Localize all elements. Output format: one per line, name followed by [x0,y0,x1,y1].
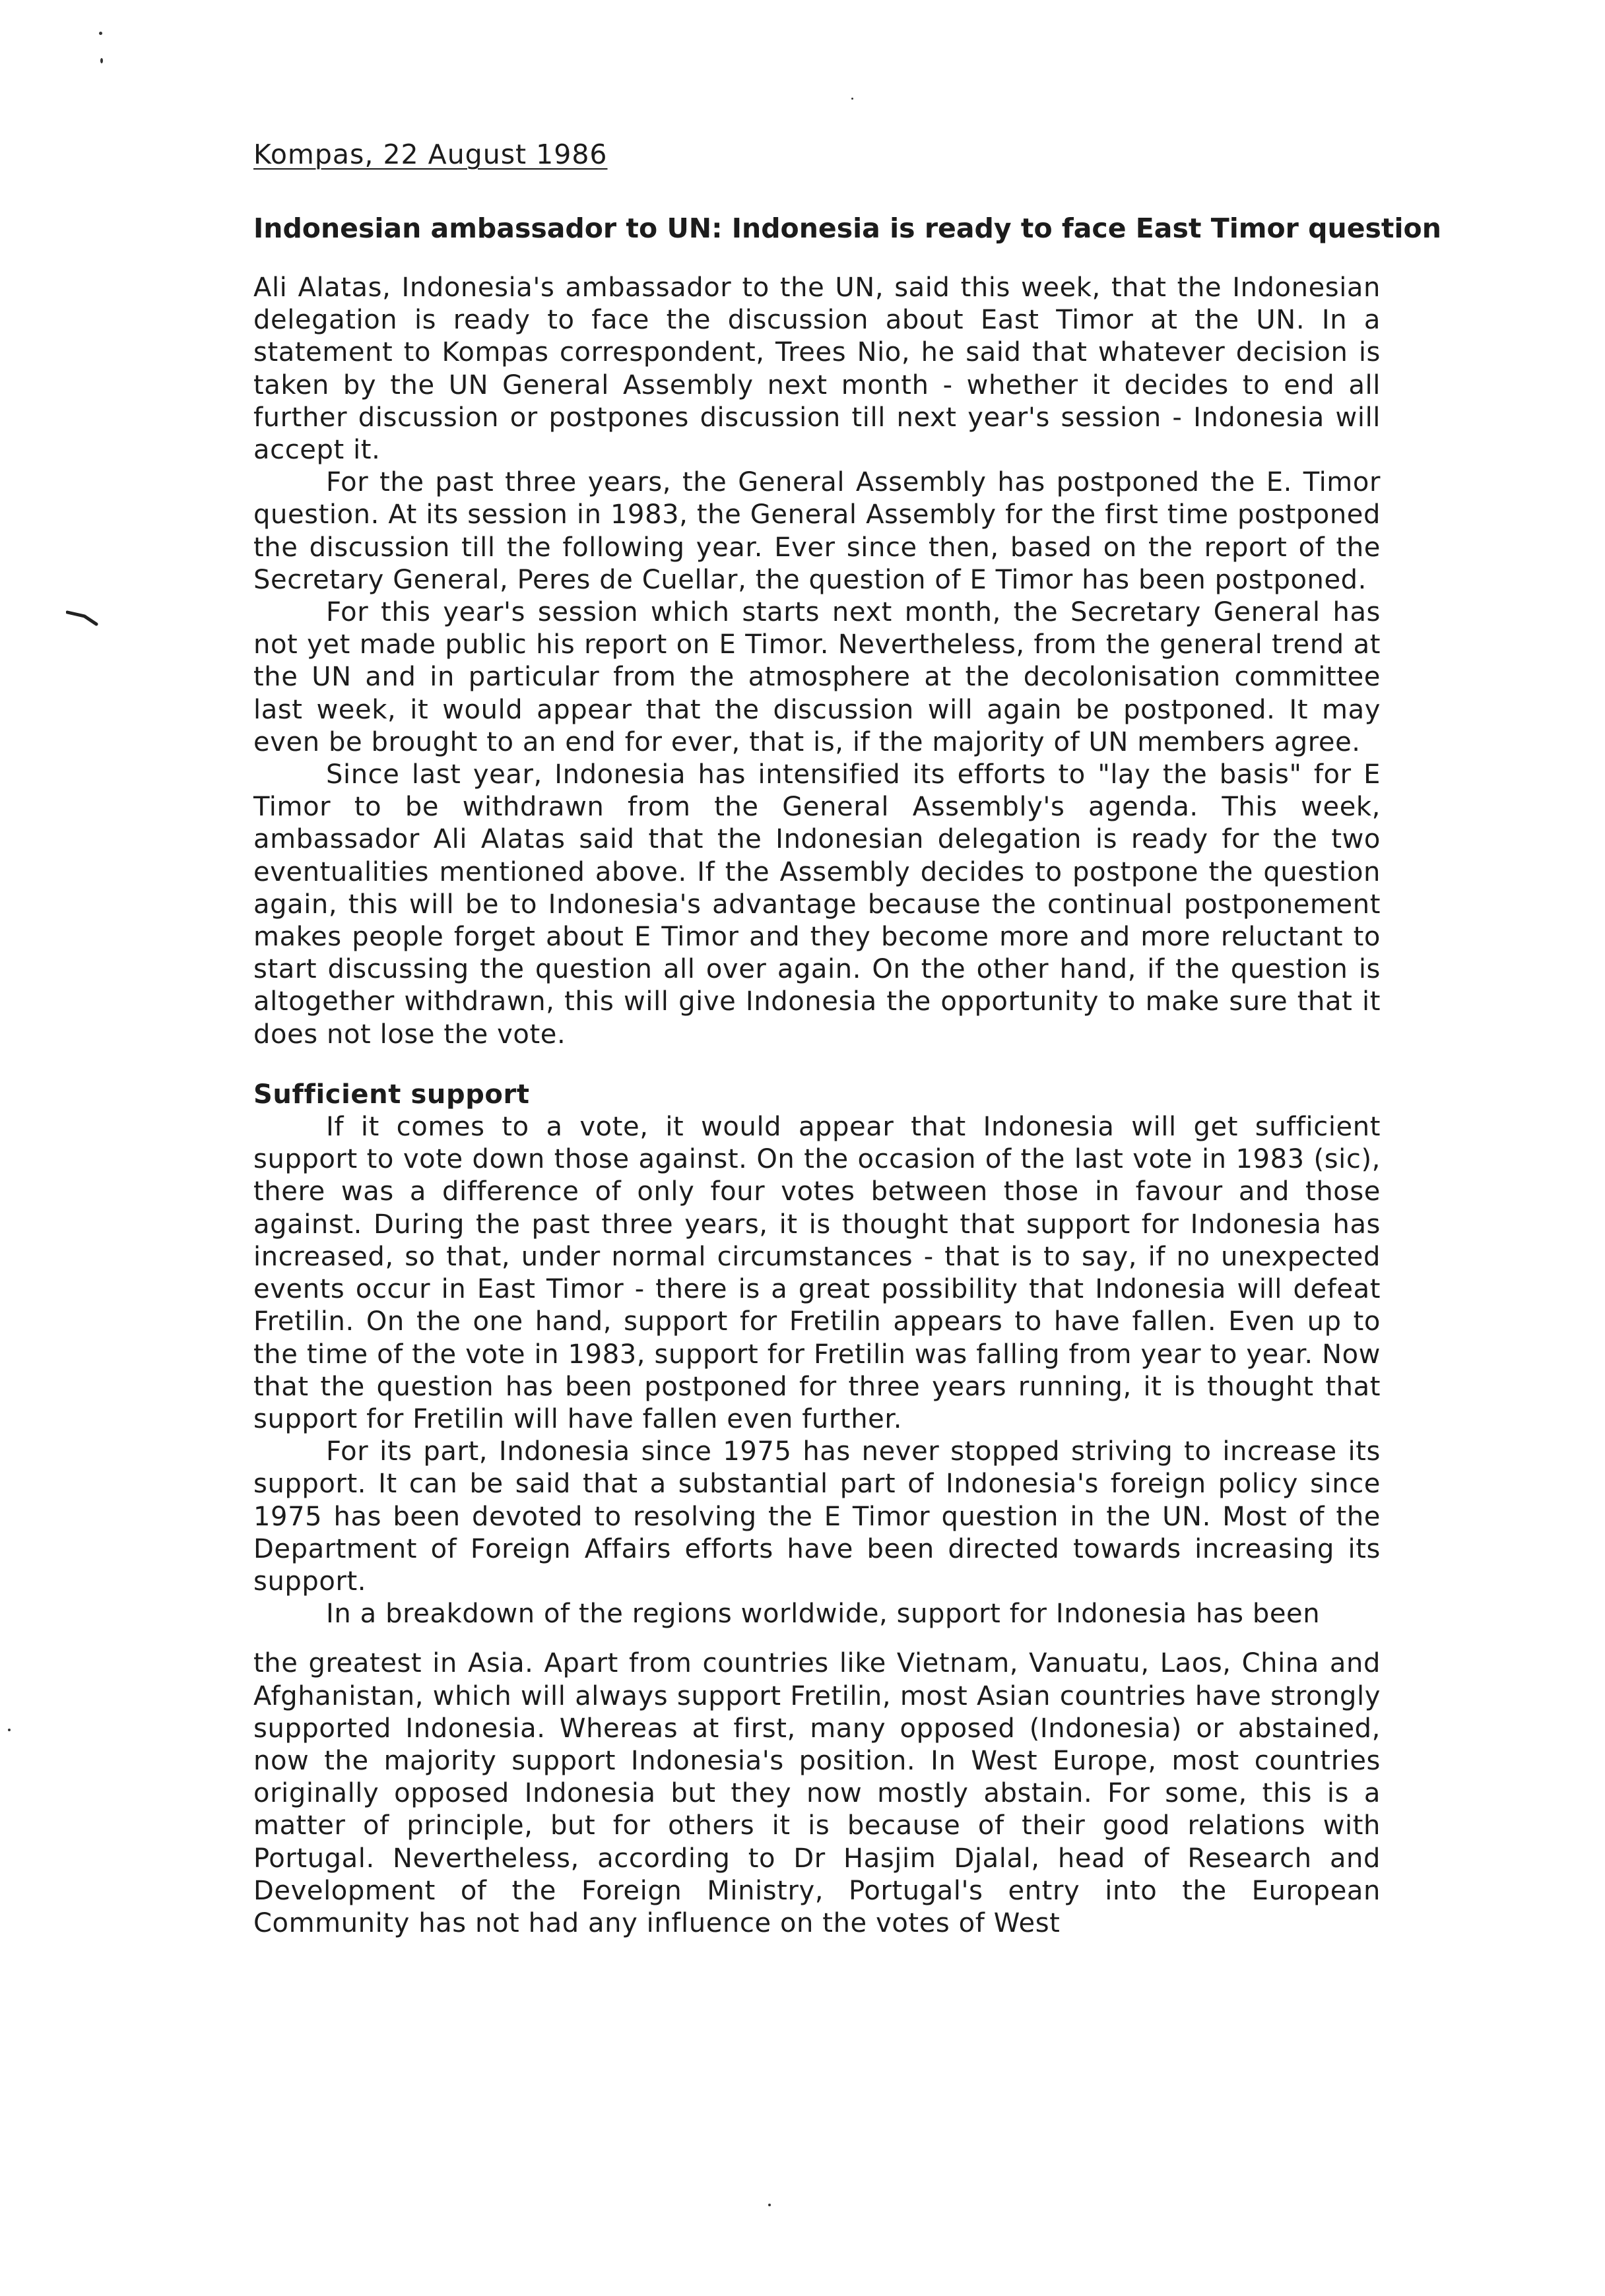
margin-mark-icon [66,607,99,627]
paragraph-4: Since last year, Indonesia has intensified its efforts to "lay the basis" for E Timor to be withdrawn from the General Assembly's agenda. This week, ambassador Ali Alatas said that the Indonesian delegation is ready for the two eventualities mentioned above. If the Assembly decides to postpone the question again, this will be to Indonesia's advantage because the continual postponement makes people forget about E Timor and they become more and more reluctant to start discussing the question all over again. On the other hand, if the question is altogether withdrawn, this will give Indonesia the opportunity to make sure that it does not lose the vote. [253,759,1381,1050]
scan-speck [99,32,102,35]
scan-speck [851,98,853,100]
paragraph-1: Ali Alatas, Indonesia's ambassador to the UN, said this week, that the Indonesian delegation is ready to face the discussion about East Timor at the UN. In a statement to Kompas correspondent, Trees Nio, he said that whatever decision is taken by the UN General Assembly next month - whether it decides to end all further discussion or postpones discussion till next year's session - Indonesia will accept it. [253,272,1381,466]
scan-speck [768,2204,771,2206]
scan-speck [8,1729,11,1731]
article-body [253,272,1381,1940]
paragraph-5: If it comes to a vote, it would appear that Indonesia will get sufficient support to vote down those against. On the occasion of the last vote in 1983 (sic), there was a difference of only four votes between those in favour and those against. During the past three years, it is thought that support for Indonesia has increased, so that, under normal circumstances - that is to say, if no unexpected events occur in East Timor - there is a great possibility that Indonesia will defeat Fretilin. On the one hand, support for Fretilin appears to have fallen. Even up to the time of the vote in 1983, support for Fretilin was falling from year to year. Now that the question has been postponed for three years running, it is thought that support for Fretilin will have fallen even further. [253,1112,1381,1434]
headline: Indonesian ambassador to UN: Indonesia is ready to face East Timor question [253,212,1441,244]
source-line: Kompas, 22 August 1986 [253,139,608,170]
paragraph-2: For the past three years, the General Assembly has postponed the E. Timor question. At its session in 1983, the General Assembly for the first time postponed the discussion till the following year. Ever since then, based on the report of the Secretary General, Peres de Cuellar, the question of E Timor has been postponed. [253,467,1381,595]
paragraph-continuation: the greatest in Asia. Apart from countries like Vietnam, Vanuatu, Laos, China and Afghanistan, which will always support Fretilin, most Asian countries have strongly supported Indonesia. Whereas at first, many opposed (Indonesia) or abstained, now the majority support Indonesia's position. In West Europe, most countries originally opposed Indonesia but they now mostly abstain. For some, this is a matter of principle, but for others it is because of their good relations with Portugal. Nevertheless, according to Dr Hasjim Djalal, head of Research and Development of the Foreign Ministry, Portugal's entry into the European Community has not had any influence on the votes of West [253,1648,1381,1938]
paragraph-3: For this year's session which starts next month, the Secretary General has not yet made public his report on E Timor. Nevertheless, from the general trend at the UN and in particular from the atmosphere at the decolonisation committee last week, it would appear that the discussion will again be postponed. It may even be brought to an end for ever, that is, if the majority of UN members agree. [253,597,1381,757]
paragraph-7: In a breakdown of the regions worldwide, support for Indonesia has been [326,1599,1321,1630]
paragraph-6: For its part, Indonesia since 1975 has never stopped striving to increase its support. It can be said that a substantial part of Indonesia's foreign policy since 1975 has been devoted to resolving the E Timor question in the UN. Most of the Department of Foreign Affairs efforts have been directed towards increasing its support. [253,1436,1381,1597]
scan-speck [100,58,103,63]
subheading: Sufficient support [253,1079,530,1110]
